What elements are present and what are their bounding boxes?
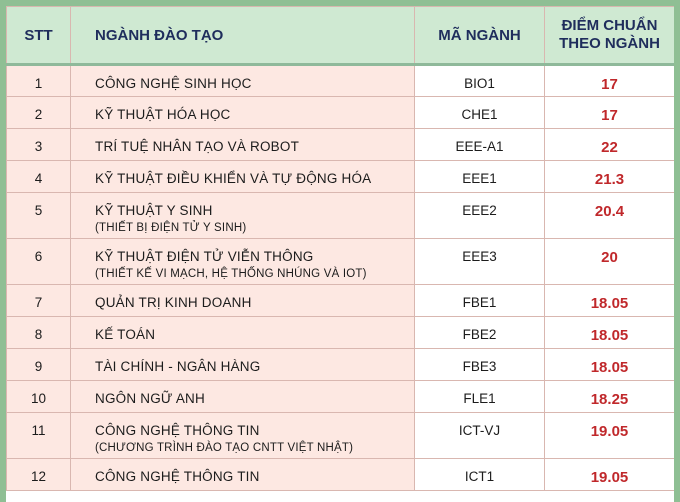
row-cutoff-score: 18.05 bbox=[545, 285, 675, 317]
row-program-code: FBE2 bbox=[415, 317, 545, 349]
admission-score-table-frame bbox=[6, 6, 674, 502]
row-program-name bbox=[71, 129, 415, 161]
row-stt: 4 bbox=[7, 161, 71, 193]
table-row bbox=[7, 381, 675, 413]
table-row bbox=[7, 239, 675, 285]
row-stt: 11 bbox=[7, 413, 71, 459]
row-program-name bbox=[71, 317, 415, 349]
program-subtitle: (CHƯƠNG TRÌNH ĐÀO TẠO CNTT VIỆT NHẬT) bbox=[95, 442, 354, 454]
row-cutoff-score: 20.4 bbox=[545, 193, 675, 239]
program-name-text: TÀI CHÍNH - NGÂN HÀNG bbox=[95, 359, 261, 374]
row-program-name bbox=[71, 193, 415, 239]
header-score-line-1: ĐIỂM CHUẨN bbox=[561, 17, 658, 34]
row-stt: 8 bbox=[7, 317, 71, 349]
row-stt: 10 bbox=[7, 381, 71, 413]
program-name-text: KẾ TOÁN bbox=[95, 327, 156, 342]
row-cutoff-score: 20 bbox=[545, 239, 675, 285]
table-header bbox=[7, 7, 675, 65]
row-program-name bbox=[71, 65, 415, 97]
row-program-code: FBE1 bbox=[415, 285, 545, 317]
row-stt: 7 bbox=[7, 285, 71, 317]
row-cutoff-score: 22 bbox=[545, 129, 675, 161]
table-row bbox=[7, 65, 675, 97]
table-row bbox=[7, 459, 675, 491]
program-name-text: KỸ THUẬT HÓA HỌC bbox=[95, 107, 231, 122]
row-program-name bbox=[71, 381, 415, 413]
table-row bbox=[7, 317, 675, 349]
program-name-text: KỸ THUẬT Y SINH bbox=[95, 203, 213, 218]
table-row bbox=[7, 285, 675, 317]
program-subtitle: (THIẾT BỊ ĐIỆN TỬ Y SINH) bbox=[95, 222, 247, 234]
row-program-name bbox=[71, 413, 415, 459]
header-program-name: NGÀNH ĐÀO TẠO bbox=[71, 7, 415, 65]
header-stt: STT bbox=[7, 7, 71, 65]
table-row bbox=[7, 129, 675, 161]
admission-score-table bbox=[6, 6, 674, 491]
table-row bbox=[7, 413, 675, 459]
program-name-text: KỸ THUẬT ĐIỆN TỬ VIỄN THÔNG bbox=[95, 249, 314, 264]
program-name-text: KỸ THUẬT ĐIỀU KHIỂN VÀ TỰ ĐỘNG HÓA bbox=[95, 171, 372, 186]
table-body bbox=[7, 65, 675, 491]
program-name-text: CÔNG NGHỆ THÔNG TIN bbox=[95, 469, 260, 484]
row-program-code: BIO1 bbox=[415, 65, 545, 97]
program-name-text: CÔNG NGHỆ THÔNG TIN bbox=[95, 423, 260, 438]
row-cutoff-score: 18.25 bbox=[545, 381, 675, 413]
row-stt: 9 bbox=[7, 349, 71, 381]
table-row bbox=[7, 161, 675, 193]
row-stt: 12 bbox=[7, 459, 71, 491]
row-cutoff-score: 18.05 bbox=[545, 349, 675, 381]
table-row bbox=[7, 349, 675, 381]
row-cutoff-score: 17 bbox=[545, 97, 675, 129]
table-row bbox=[7, 97, 675, 129]
row-cutoff-score: 18.05 bbox=[545, 317, 675, 349]
row-program-name bbox=[71, 161, 415, 193]
program-name-text: NGÔN NGỮ ANH bbox=[95, 391, 205, 406]
header-score-line-2: THEO NGÀNH bbox=[559, 35, 660, 52]
table-row bbox=[7, 193, 675, 239]
row-stt: 6 bbox=[7, 239, 71, 285]
row-program-code: EEE3 bbox=[415, 239, 545, 285]
row-cutoff-score: 17 bbox=[545, 65, 675, 97]
row-program-name bbox=[71, 459, 415, 491]
row-program-code: ICT1 bbox=[415, 459, 545, 491]
row-stt: 1 bbox=[7, 65, 71, 97]
row-program-code: EEE1 bbox=[415, 161, 545, 193]
row-program-name bbox=[71, 239, 415, 285]
row-program-code: CHE1 bbox=[415, 97, 545, 129]
row-program-name bbox=[71, 285, 415, 317]
header-program-code: MÃ NGÀNH bbox=[415, 7, 545, 65]
program-name-text: CÔNG NGHỆ SINH HỌC bbox=[95, 76, 252, 91]
row-program-code: FBE3 bbox=[415, 349, 545, 381]
row-cutoff-score: 21.3 bbox=[545, 161, 675, 193]
row-stt: 3 bbox=[7, 129, 71, 161]
row-program-name bbox=[71, 349, 415, 381]
row-stt: 2 bbox=[7, 97, 71, 129]
row-program-code: EEE2 bbox=[415, 193, 545, 239]
program-name-text: QUẢN TRỊ KINH DOANH bbox=[95, 295, 252, 310]
row-stt: 5 bbox=[7, 193, 71, 239]
program-subtitle: (THIẾT KẾ VI MẠCH, HỆ THỐNG NHÚNG VÀ IOT) bbox=[95, 268, 367, 280]
row-program-name bbox=[71, 97, 415, 129]
row-program-code: ICT-VJ bbox=[415, 413, 545, 459]
row-program-code: FLE1 bbox=[415, 381, 545, 413]
row-cutoff-score: 19.05 bbox=[545, 413, 675, 459]
program-name-text: TRÍ TUỆ NHÂN TẠO VÀ ROBOT bbox=[95, 139, 300, 154]
header-cutoff-score bbox=[545, 7, 675, 65]
row-cutoff-score: 19.05 bbox=[545, 459, 675, 491]
row-program-code: EEE-A1 bbox=[415, 129, 545, 161]
